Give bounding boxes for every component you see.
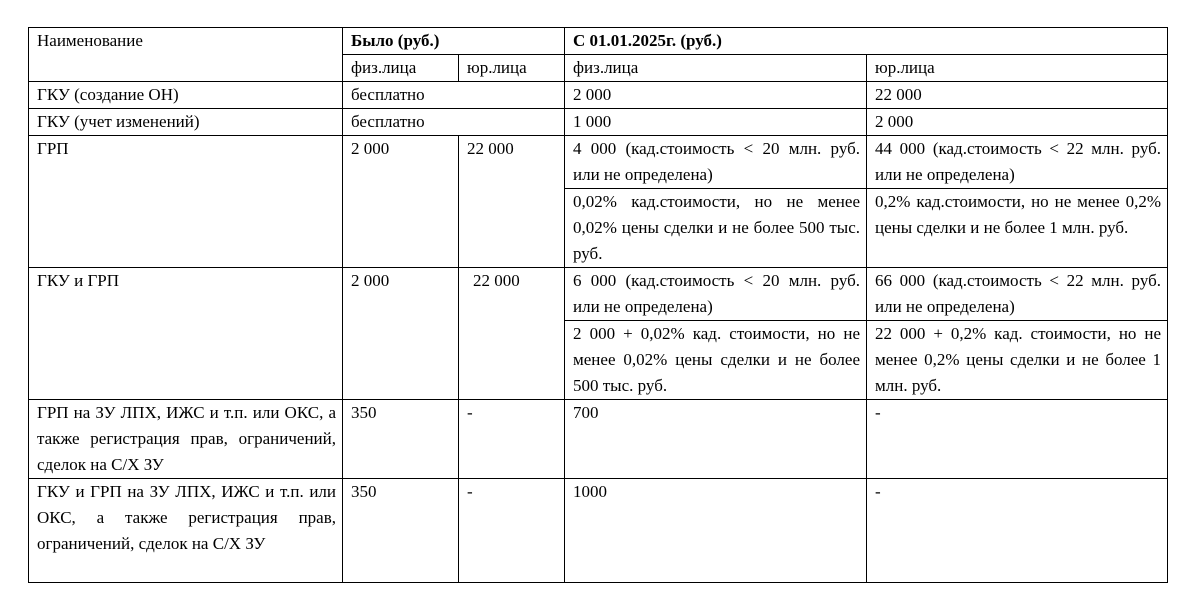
row-new-fiz: 1000 bbox=[565, 479, 867, 583]
row-was-yur: - bbox=[459, 479, 565, 583]
header-was: Было (руб.) bbox=[343, 28, 565, 55]
row-was: бесплатно bbox=[343, 109, 565, 136]
row-new-yur: 2 000 bbox=[867, 109, 1168, 136]
row-name: ГРП bbox=[29, 136, 343, 268]
header-new-fiz: физ.лица bbox=[565, 55, 867, 82]
row-was-fiz: 2 000 bbox=[343, 136, 459, 268]
row-new-fiz: 2 000 bbox=[565, 82, 867, 109]
row-new-fiz-b: 0,02% кад.стоимости, но не менее 0,02% цены сделки и не более 500 тыс. руб. bbox=[565, 189, 867, 268]
row-was-fiz: 2 000 bbox=[343, 268, 459, 400]
row-name: ГКУ и ГРП bbox=[29, 268, 343, 400]
row-new-fiz: 1 000 bbox=[565, 109, 867, 136]
header-row bbox=[29, 28, 1168, 55]
table-row bbox=[29, 136, 1168, 189]
row-was: бесплатно bbox=[343, 82, 565, 109]
table-row bbox=[29, 479, 1168, 583]
row-name: ГКУ и ГРП на ЗУ ЛПХ, ИЖС и т.п. или ОКС, а также регистрация прав, ограничений, сделок на С/Х ЗУ bbox=[29, 479, 343, 583]
table-row bbox=[29, 400, 1168, 479]
row-name: ГКУ (создание ОН) bbox=[29, 82, 343, 109]
header-was-yur: юр.лица bbox=[459, 55, 565, 82]
row-name: ГКУ (учет изменений) bbox=[29, 109, 343, 136]
row-new-yur: 22 000 bbox=[867, 82, 1168, 109]
header-from-date: С 01.01.2025г. (руб.) bbox=[565, 28, 1168, 55]
row-new-yur-b: 0,2% кад.стоимости, но не менее 0,2% цены сделки и не более 1 млн. руб. bbox=[867, 189, 1168, 268]
table-row bbox=[29, 109, 1168, 136]
row-new-fiz: 700 bbox=[565, 400, 867, 479]
row-new-yur: - bbox=[867, 400, 1168, 479]
row-was-fiz: 350 bbox=[343, 400, 459, 479]
table-row bbox=[29, 82, 1168, 109]
row-new-fiz-b: 2 000 + 0,02% кад. стоимости, но не менее 0,02% цены сделки и не более 500 тыс. руб. bbox=[565, 321, 867, 400]
table-row bbox=[29, 268, 1168, 321]
row-new-yur: - bbox=[867, 479, 1168, 583]
header-was-fiz: физ.лица bbox=[343, 55, 459, 82]
fees-table bbox=[28, 27, 1168, 583]
row-was-yur: - bbox=[459, 400, 565, 479]
row-new-yur-b: 22 000 + 0,2% кад. стоимости, но не менее 0,2% цены сделки и не более 1 млн. руб. bbox=[867, 321, 1168, 400]
row-new-yur-a: 44 000 (кад.стоимость < 22 млн. руб. или не определена) bbox=[867, 136, 1168, 189]
row-new-yur-a: 66 000 (кад.стоимость < 22 млн. руб. или не определена) bbox=[867, 268, 1168, 321]
row-new-fiz-a: 4 000 (кад.стоимость < 20 млн. руб. или не определена) bbox=[565, 136, 867, 189]
row-was-yur: 22 000 bbox=[459, 136, 565, 268]
row-was-yur: 22 000 bbox=[459, 268, 565, 400]
row-new-fiz-a: 6 000 (кад.стоимость < 20 млн. руб. или не определена) bbox=[565, 268, 867, 321]
header-new-yur: юр.лица bbox=[867, 55, 1168, 82]
header-name: Наименование bbox=[29, 28, 343, 82]
row-was-fiz: 350 bbox=[343, 479, 459, 583]
row-name: ГРП на ЗУ ЛПХ, ИЖС и т.п. или ОКС, а также регистрация прав, ограничений, сделок на С/Х ЗУ bbox=[29, 400, 343, 479]
